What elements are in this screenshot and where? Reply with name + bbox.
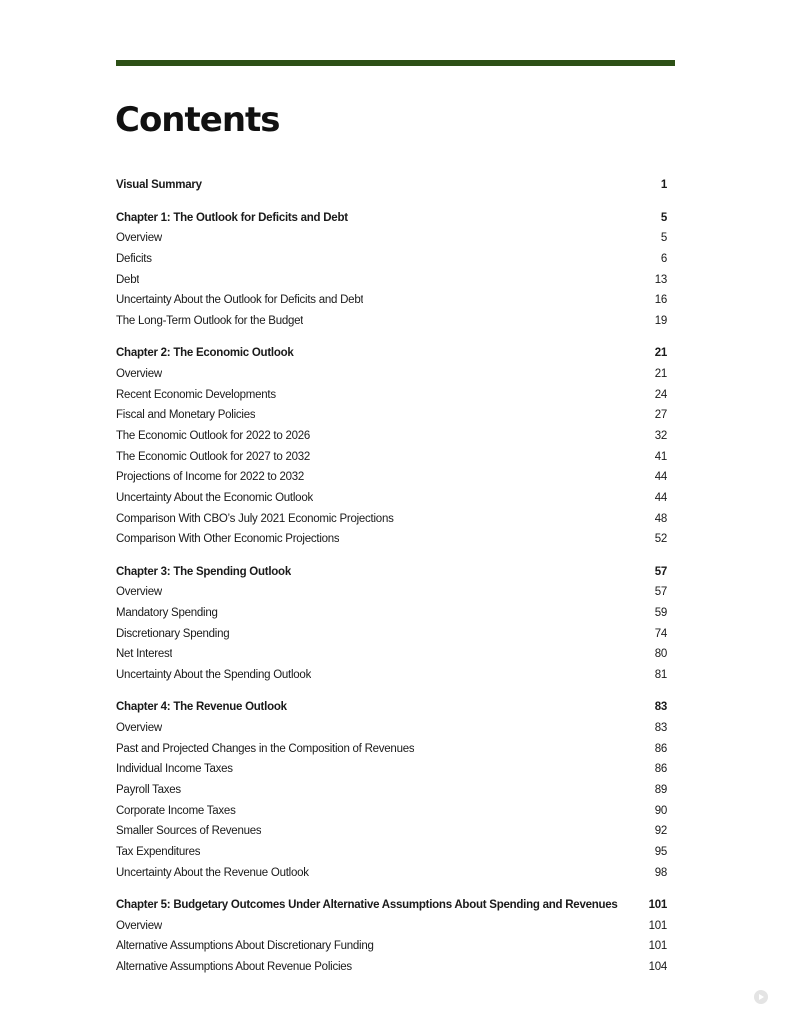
toc-page-number: 95: [654, 845, 667, 858]
toc-section-entry[interactable]: [116, 759, 667, 780]
toc-entry-title: Payroll Taxes: [116, 783, 181, 796]
toc-page-number: 101: [648, 898, 667, 911]
toc-section-entry[interactable]: [116, 311, 667, 332]
toc-entry-title: Overview: [116, 721, 162, 734]
toc-section-entry[interactable]: [116, 364, 667, 385]
toc-entry-title: Visual Summary: [116, 179, 202, 192]
toc-page-number: 24: [654, 388, 667, 401]
table-of-contents: [116, 175, 667, 977]
toc-page-number: 80: [654, 648, 667, 661]
toc-chapter-entry[interactable]: [116, 343, 667, 364]
toc-entry-title: Overview: [116, 232, 162, 245]
toc-page-number: 104: [648, 960, 667, 973]
toc-page-number: 86: [654, 763, 667, 776]
toc-section-entry[interactable]: [116, 862, 667, 883]
toc-page-number: 41: [654, 450, 667, 463]
toc-entry-title: Uncertainty About the Revenue Outlook: [116, 866, 309, 879]
toc-page-number: 101: [648, 919, 667, 932]
toc-entry-title: Deficits: [116, 252, 152, 265]
toc-section-entry[interactable]: [116, 290, 667, 311]
page-title: Contents: [115, 100, 280, 140]
toc-page-number: 5: [660, 211, 667, 224]
toc-entry-title: Uncertainty About the Outlook for Deficits and Debt: [116, 294, 364, 307]
toc-entry-title: Recent Economic Developments: [116, 388, 276, 401]
toc-page-number: 101: [648, 940, 667, 953]
toc-page-number: 16: [654, 294, 667, 307]
toc-section-entry[interactable]: [116, 915, 667, 936]
toc-entry-title: Chapter 2: The Economic Outlook: [116, 347, 294, 360]
toc-section-entry[interactable]: [116, 780, 667, 801]
toc-page-number: 44: [654, 471, 667, 484]
toc-section-entry[interactable]: [116, 529, 667, 550]
toc-page-number: 57: [654, 565, 667, 578]
toc-entry-title: Comparison With CBO’s July 2021 Economic Projections: [116, 512, 394, 525]
toc-chapter-entry[interactable]: [116, 175, 667, 196]
toc-page-number: 83: [654, 701, 667, 714]
toc-chapter-entry[interactable]: [116, 697, 667, 718]
toc-section-entry[interactable]: [116, 738, 667, 759]
toc-entry-title: Tax Expenditures: [116, 845, 201, 858]
toc-entry-title: Smaller Sources of Revenues: [116, 825, 262, 838]
toc-entry-title: The Economic Outlook for 2022 to 2026: [116, 429, 311, 442]
toc-section-entry[interactable]: [116, 467, 667, 488]
page-badge-icon: [754, 990, 768, 1004]
toc-section-entry[interactable]: [116, 800, 667, 821]
toc-section-entry[interactable]: [116, 718, 667, 739]
toc-page-number: 81: [654, 668, 667, 681]
toc-page-number: 32: [654, 429, 667, 442]
toc-entry-title: Chapter 3: The Spending Outlook: [116, 565, 291, 578]
toc-section-entry[interactable]: [116, 623, 667, 644]
toc-section-entry[interactable]: [116, 842, 667, 863]
toc-section-entry[interactable]: [116, 582, 667, 603]
toc-entry-title: Chapter 5: Budgetary Outcomes Under Alternative Assumptions About Spending and Revenues: [116, 898, 618, 911]
toc-section-entry[interactable]: [116, 249, 667, 270]
toc-page-number: 98: [654, 866, 667, 879]
toc-page-number: 13: [654, 273, 667, 286]
toc-page-number: 21: [654, 367, 667, 380]
toc-chapter-entry[interactable]: [116, 207, 667, 228]
toc-section-entry[interactable]: [116, 269, 667, 290]
toc-entry-title: Corporate Income Taxes: [116, 804, 236, 817]
toc-page-number: 6: [660, 252, 667, 265]
toc-entry-title: Overview: [116, 586, 162, 599]
toc-entry-title: The Long-Term Outlook for the Budget: [116, 314, 304, 327]
toc-entry-title: Past and Projected Changes in the Composition of Revenues: [116, 742, 415, 755]
toc-page-number: 57: [654, 586, 667, 599]
top-divider-rule: [116, 60, 675, 66]
toc-page-number: 27: [654, 409, 667, 422]
toc-entry-title: Uncertainty About the Economic Outlook: [116, 491, 313, 504]
toc-entry-title: Fiscal and Monetary Policies: [116, 409, 256, 422]
toc-page-number: 89: [654, 783, 667, 796]
toc-section-entry[interactable]: [116, 644, 667, 665]
toc-entry-title: Net Interest: [116, 648, 173, 661]
toc-entry-title: Chapter 1: The Outlook for Deficits and Debt: [116, 211, 348, 224]
toc-entry-title: Overview: [116, 367, 162, 380]
toc-page-number: 1: [660, 179, 667, 192]
toc-entry-title: Uncertainty About the Spending Outlook: [116, 668, 312, 681]
toc-section-entry[interactable]: [116, 405, 667, 426]
toc-section-entry[interactable]: [116, 488, 667, 509]
toc-section-entry[interactable]: [116, 957, 667, 978]
toc-page-number: 92: [654, 825, 667, 838]
toc-entry-title: Projections of Income for 2022 to 2032: [116, 471, 305, 484]
toc-entry-title: Individual Income Taxes: [116, 763, 233, 776]
toc-entry-title: Comparison With Other Economic Projections: [116, 533, 340, 546]
toc-page-number: 5: [660, 232, 667, 245]
toc-chapter-entry[interactable]: [116, 561, 667, 582]
toc-section-entry[interactable]: [116, 936, 667, 957]
toc-chapter-entry[interactable]: [116, 895, 667, 916]
toc-page-number: 83: [654, 721, 667, 734]
toc-entry-title: Alternative Assumptions About Discretionary Funding: [116, 940, 374, 953]
toc-section-entry[interactable]: [116, 384, 667, 405]
toc-page-number: 19: [654, 314, 667, 327]
toc-entry-title: Chapter 4: The Revenue Outlook: [116, 701, 287, 714]
toc-entry-title: Mandatory Spending: [116, 606, 218, 619]
toc-page-number: 52: [654, 533, 667, 546]
toc-section-entry[interactable]: [116, 446, 667, 467]
toc-section-entry[interactable]: [116, 603, 667, 624]
toc-entry-title: Discretionary Spending: [116, 627, 230, 640]
toc-entry-title: The Economic Outlook for 2027 to 2032: [116, 450, 311, 463]
toc-page-number: 59: [654, 606, 667, 619]
toc-page-number: 90: [654, 804, 667, 817]
toc-section-entry[interactable]: [116, 508, 667, 529]
toc-section-entry[interactable]: [116, 426, 667, 447]
toc-page-number: 48: [654, 512, 667, 525]
toc-section-entry[interactable]: [116, 821, 667, 842]
toc-page-number: 74: [654, 627, 667, 640]
toc-entry-title: Overview: [116, 919, 162, 932]
toc-entry-title: Alternative Assumptions About Revenue Policies: [116, 960, 352, 973]
toc-section-entry[interactable]: [116, 665, 667, 686]
toc-page-number: 86: [654, 742, 667, 755]
toc-section-entry[interactable]: [116, 228, 667, 249]
toc-page-number: 44: [654, 491, 667, 504]
toc-entry-title: Debt: [116, 273, 140, 286]
toc-page-number: 21: [654, 347, 667, 360]
